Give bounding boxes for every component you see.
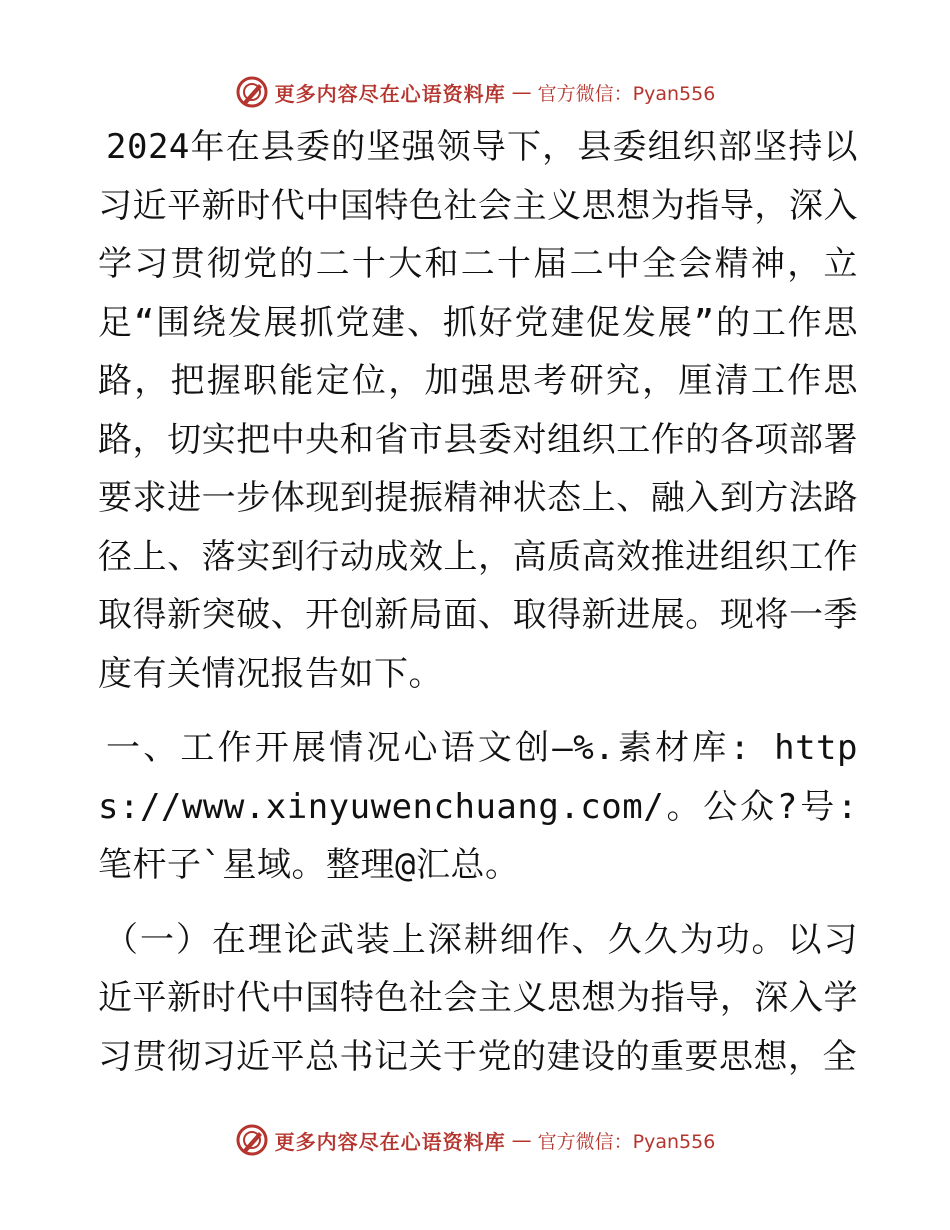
watermark-footer (0, 1120, 950, 1160)
watermark-text: 更多内容尽在心语资料库 (274, 81, 506, 106)
watermark-wechat: 官方微信：Pyan556 (537, 82, 716, 105)
pen-circle-logo-icon (235, 1123, 269, 1157)
paragraph-intro: 2024年在县委的坚强领导下，县委组织部坚持以习近平新时代中国特色社会主义思想为指导，深入学习贯彻党的二十大和二十届二中全会精神，立足“围绕发展抓党建、抓好党建促发展”的工作思路，把握职能定位，加强思考研究，厘清工作思路，切实把中央和省市县委对组织工作的各项部署要求进一步体现到提振精神状态上、融入到方法路径上、落实到行动成效上，高质高效推进组织工作取得新突破、开创新局面、取得新进展。现将一季度有关情况报告如下。 (98, 127, 858, 694)
watermark-dash: — (511, 1128, 532, 1152)
paragraph-section-heading: 一、工作开展情况心语文创—%.素材库: https://www.xinyuwenchuang.com/。公众?号: 笔杆子`星域。整理@汇总。 (98, 728, 858, 885)
watermark-dash: — (511, 80, 532, 104)
watermark-text: 更多内容尽在心语资料库 (274, 1129, 506, 1154)
paragraph-subsection: （一）在理论武装上深耕细作、久久为功。以习近平新时代中国特色社会主义思想为指导，深入学习贯彻习近平总书记关于党的建设的重要思想，全 (98, 919, 858, 1077)
document-body (98, 118, 858, 1086)
watermark-wechat: 官方微信：Pyan556 (537, 1130, 716, 1153)
watermark-header (0, 72, 950, 112)
pen-circle-logo-icon (235, 75, 269, 109)
